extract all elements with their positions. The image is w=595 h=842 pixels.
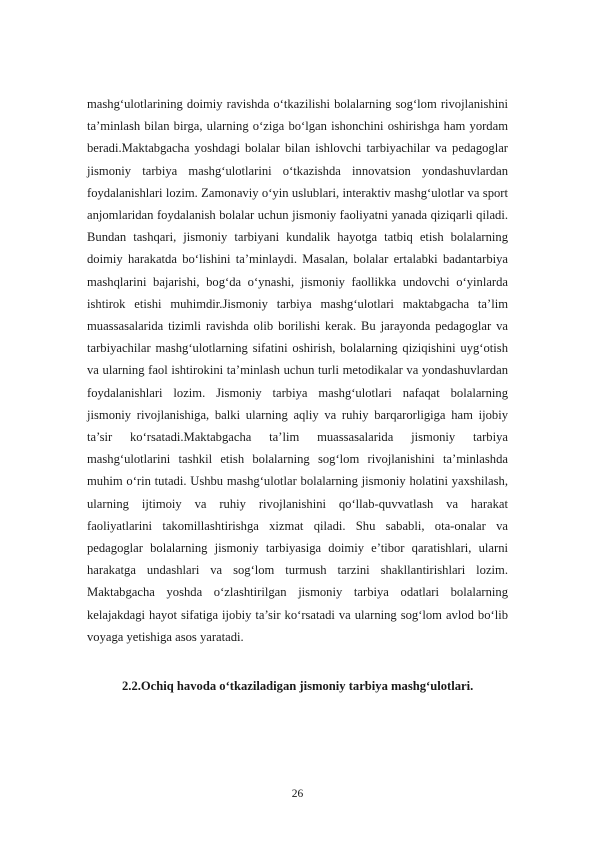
page-number: 26 [291,788,304,800]
body-paragraph: mashg‘ulotlarining doimiy ravishda o‘tkazilishi bolalarning sog‘lom rivojlanishini ta’minlash bilan birga, ularning o‘ziga bo‘lgan ishonchini oshirishga ham yordam beradi.Maktabgacha yoshdagi bolalar bilan ishlovchi tarbiyachilar va pedagoglar jismoniy tarbiya mashg‘ulotlarini o‘tkazishda innovatsion yondashuvlardan foydalanishlari lozim. Zamonaviy o‘yin uslublari, interaktiv mashg‘ulotlar va sport anjomlaridan foydalanish bolalar uchun jismoniy faoliyatni yanada qiziqarli qiladi. Bundan tashqari, jismoniy tarbiyani kundalik hayotga tatbiq etish bolalarning doimiy harakatda bo‘lishini ta’minlaydi. Masalan, bolalar ertalabki badantarbiya mashqlarini bajarishi, bog‘da o‘ynashi, jismoniy faollikka undovchi o‘yinlarda ishtirok etishi muhimdir.Jismoniy tarbiya mashg‘ulotlari maktabgacha ta’lim muassasalarida tizimli ravishda olib borilishi kerak. Bu jarayonda pedagoglar va tarbiyachilar mashg‘ulotlarning sifatini oshirish, bolalarning qiziqishini uyg‘otish va ularning faol ishtirokini ta’minlash uchun turli metodikalar va yondashuvlardan foydalanishlari lozim. Jismoniy tarbiya mashg‘ulotlari nafaqat bolalarning jismoniy rivojlanishiga, balki ularning aqliy va ruhiy barqarorligiga ham ijobiy ta’sir ko‘rsatadi.Maktabgacha ta’lim muassasalarida jismoniy tarbiya mashg‘ulotlarini tashkil etish bolalarning sog‘lom rivojlanishini ta’minlashda muhim o‘rin tutadi. Ushbu mashg‘ulotlar bolalarning jismoniy holatini yaxshilash, ularning ijtimoiy va ruhiy rivojlanishini qo‘llab-quvvatlash va harakat faoliyatlarini takomillashtirishga xizmat qiladi. Shu sababli, ota-onalar va pedagoglar bolalarning jismoniy tarbiyasiga doimiy e’tibor qaratishlari, ularni harakatga undashlari va sog‘lom turmush tarzini shakllantirishlari lozim. Maktabgacha yoshda o‘zlashtirilgan jismoniy tarbiya odatlari bolalarning kelajakdagi hayot sifatiga ijobiy ta’sir ko‘rsatadi va ularning sog‘lom avlod bo‘lib voyaga yetishiga asos yaratadi. [87,97,508,644]
section-heading: 2.2.Ochiq havoda o‘tkaziladigan jismoniy tarbiya mashg‘ulotlari. [122,679,474,693]
